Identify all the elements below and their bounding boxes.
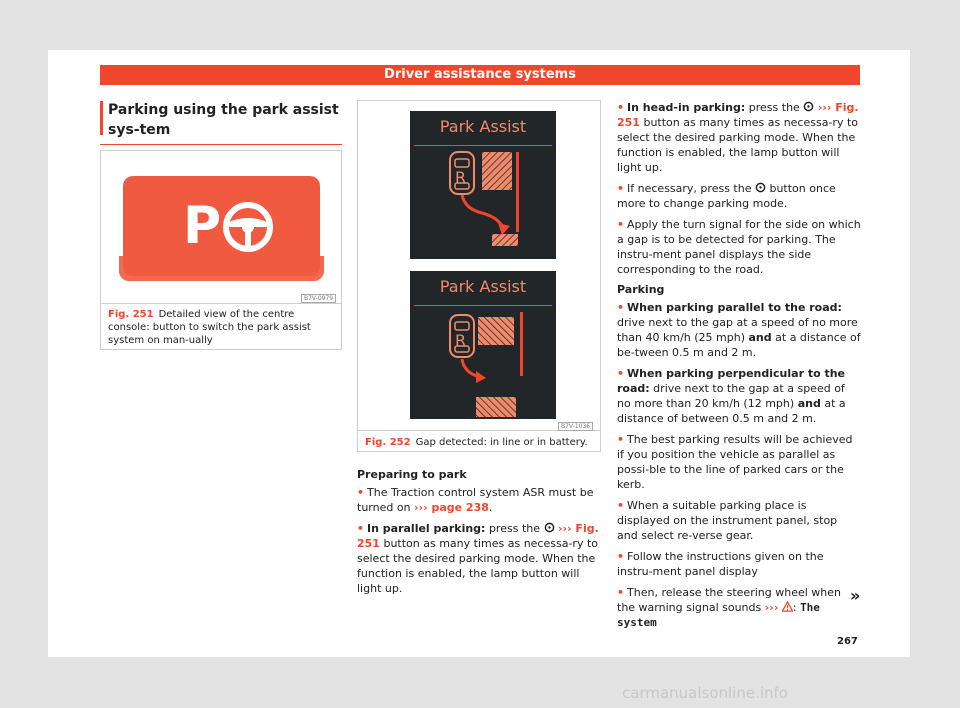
section-title: Parking using the park assist sys-tem	[100, 100, 342, 145]
list-item: • Apply the turn signal for the side on which a gap is to be detected for parking. The instru-ment panel displays the side corresponding to the road.	[617, 218, 861, 276]
figure-252-image	[358, 101, 600, 431]
list-item: • The Traction control system ASR must be turned on ››› page 238.	[357, 486, 594, 514]
bullet-icon: •	[617, 586, 625, 599]
park-assist-icon	[544, 522, 555, 533]
figure-link[interactable]: ››› Fig. 251	[617, 101, 859, 129]
list-item: • The best parking results will be achieved if you position the vehicle as parallel as possi-ble to the line of parked cars or the kerb.	[617, 433, 853, 491]
caption-text: Detailed view of the centre console: button to switch the park assist system on man-ually	[108, 309, 311, 346]
bullet-icon: •	[617, 218, 625, 231]
continue-arrow: »	[850, 586, 861, 605]
figure-252	[357, 100, 601, 452]
list-item: • When parking perpendicular to the road: drive next to the gap at a speed of no more than 20 km/h (12 mph) and at a distance of between 0.5 m and 2 m.	[617, 367, 846, 425]
figure-number: Fig. 252	[365, 437, 411, 448]
bullet-icon: •	[617, 499, 625, 512]
bullet-icon: •	[617, 301, 625, 314]
column-3-text	[617, 100, 861, 636]
park-assist-panel-battery	[410, 271, 556, 419]
bullet-icon: •	[617, 367, 625, 380]
figure-code: B7V-1036	[558, 422, 593, 431]
park-assist-button	[123, 176, 320, 276]
column-1	[100, 100, 342, 145]
figure-251-image	[101, 151, 341, 304]
bullet-icon: •	[617, 550, 625, 563]
panel-title: Park Assist	[439, 277, 527, 296]
bullet-icon: •	[357, 522, 365, 535]
list-item: • When parking parallel to the road: drive next to the gap at a speed of no more than 40 km/h (25 mph) and at a distance of be-tween 0.5 m and 2 m.	[617, 301, 861, 359]
figure-252-caption	[365, 436, 597, 449]
preparing-heading: Preparing to park	[357, 468, 467, 481]
parking-heading: Parking	[617, 283, 665, 296]
gear-indicator: R	[455, 168, 467, 187]
gear-indicator: R	[455, 331, 467, 350]
bullet-icon: •	[357, 486, 365, 499]
park-letter: P	[183, 196, 222, 256]
panel-divider	[414, 145, 552, 146]
list-item: • If necessary, press the button once more to change parking mode.	[617, 182, 836, 210]
parallel-parking-diagram	[410, 147, 556, 257]
header-bar: Driver assistance systems	[100, 65, 860, 85]
warning-link[interactable]: ›››	[764, 601, 779, 614]
watermark: carmanualsonline.info	[622, 684, 788, 702]
panel-title: Park Assist	[439, 117, 527, 136]
list-item: • Follow the instructions given on the instru-ment panel display	[617, 550, 824, 578]
figure-link[interactable]: ››› Fig. 251	[357, 522, 599, 550]
bullet-icon: •	[617, 182, 625, 195]
park-assist-icon	[803, 101, 814, 112]
figure-251-caption	[108, 308, 338, 347]
caption-text: Gap detected: in line or in battery.	[415, 437, 588, 448]
page-link[interactable]: ››› page 238	[414, 501, 489, 514]
list-item: • Then, release the steering wheel when the warning signal sounds ››› : The system	[617, 586, 841, 629]
list-item: • When a suitable parking place is displayed on the instrument panel, stop and select re-verse gear.	[617, 499, 838, 542]
page-number: 267	[837, 636, 858, 647]
column-2-text	[357, 462, 601, 602]
bullet-icon: •	[617, 101, 625, 114]
panel-divider	[414, 305, 552, 306]
warning-triangle-icon	[782, 601, 793, 612]
figure-number: Fig. 251	[108, 309, 154, 320]
list-item: • In parallel parking: press the ››› Fig. 251 button as many times as necessa-ry to select the desired parking mode. When the function is enabled, the lamp button will light up.	[357, 522, 599, 595]
list-item: • In head-in parking: press the ››› Fig. 251 button as many times as necessa-ry to select the desired parking mode. When the function is enabled, the lamp button will light up.	[617, 101, 859, 174]
park-assist-icon	[755, 182, 766, 193]
figure-251	[100, 150, 342, 350]
steering-wheel-icon	[221, 200, 275, 254]
bullet-icon: •	[617, 433, 625, 446]
park-assist-panel-parallel	[410, 111, 556, 259]
battery-parking-diagram	[410, 307, 556, 417]
figure-code: B7V-0979	[301, 294, 336, 303]
